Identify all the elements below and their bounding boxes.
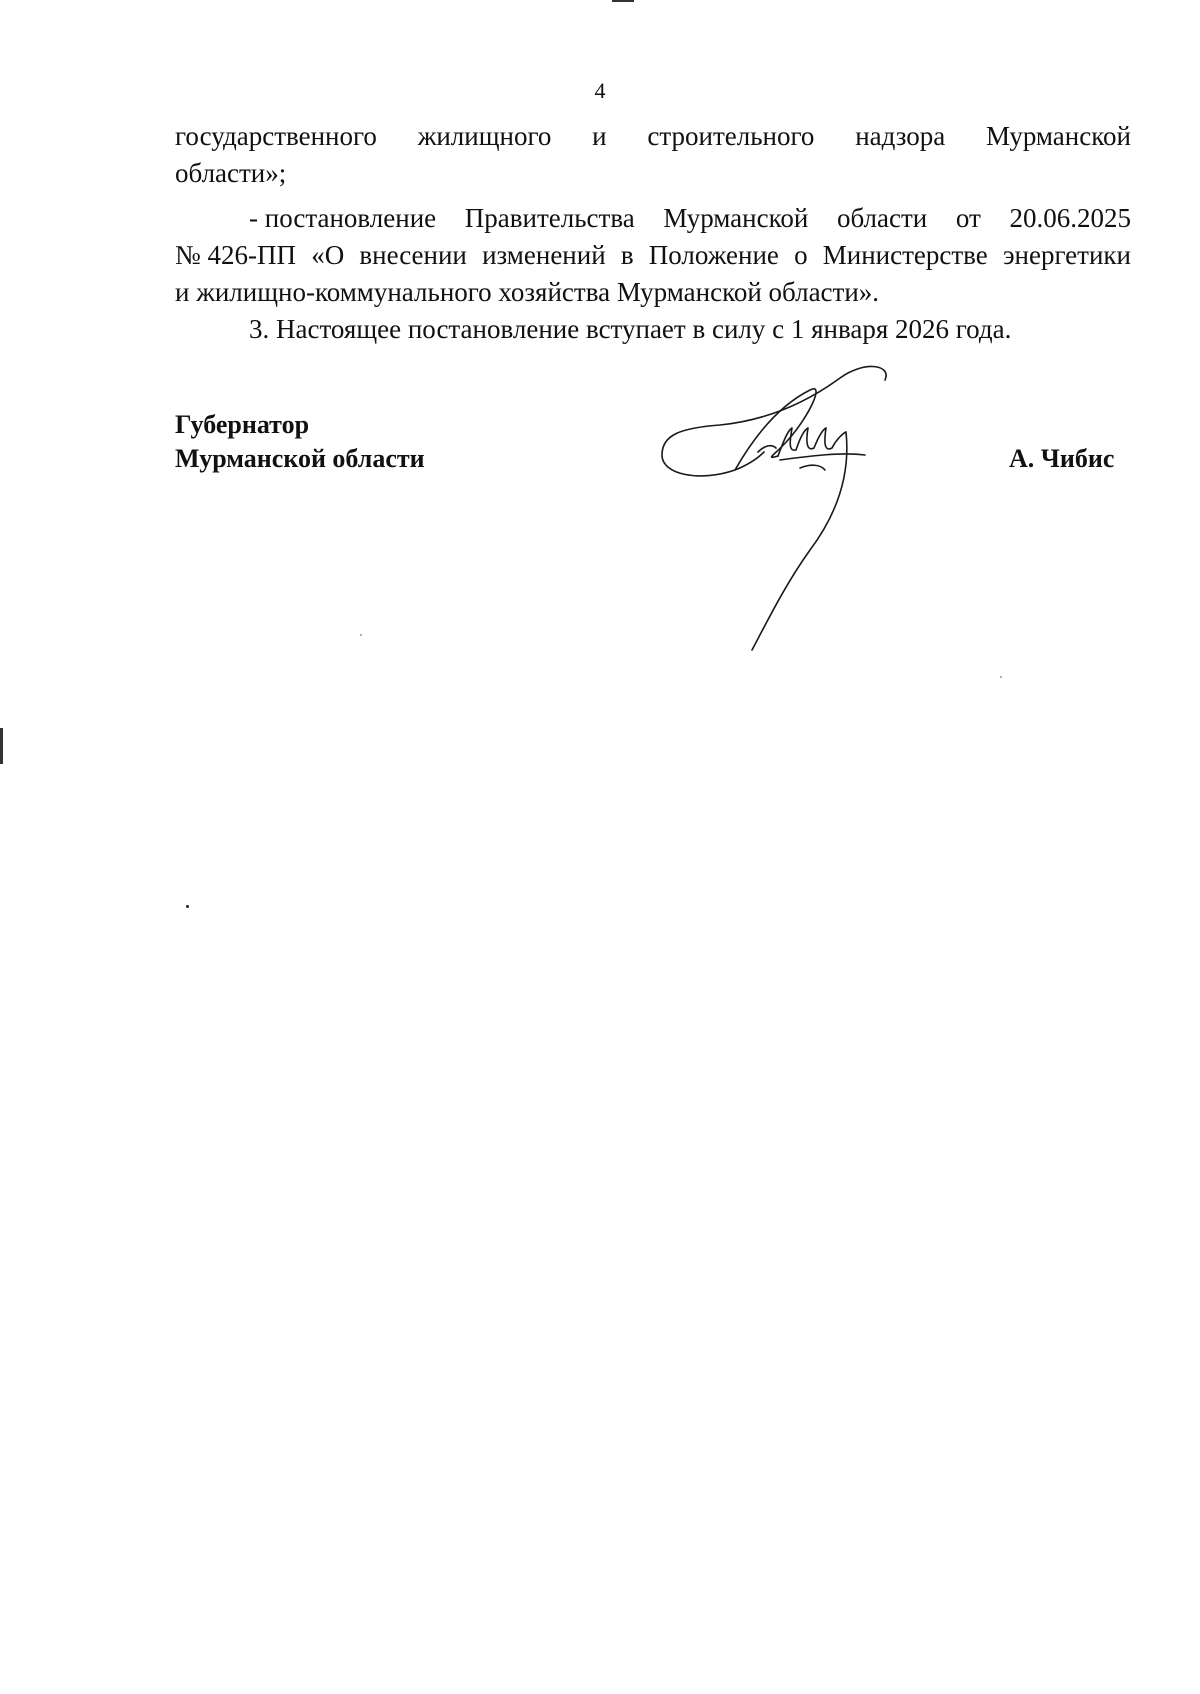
body-line-1 bbox=[175, 118, 1131, 155]
signature-title-line-1: Губернатор bbox=[175, 410, 310, 439]
body-text bbox=[175, 118, 1131, 348]
body-word: надзора bbox=[855, 121, 946, 151]
signature-title-line-2: Мурманской области bbox=[175, 444, 425, 473]
body-word: жилищного bbox=[417, 121, 552, 151]
body-word: строительного bbox=[647, 121, 815, 151]
body-line-6: 3. Настоящее постановление вступает в силу с 1 января 2026 года. bbox=[249, 314, 1012, 344]
body-word: изменений bbox=[482, 240, 606, 270]
scan-top-mark bbox=[612, 0, 634, 2]
body-word: государственного bbox=[175, 121, 377, 151]
body-line-2: области»; bbox=[175, 158, 287, 188]
scan-speck bbox=[360, 634, 362, 636]
scan-speck bbox=[186, 905, 189, 908]
signature-title bbox=[175, 408, 425, 476]
body-line-4 bbox=[175, 237, 1131, 274]
body-word: области bbox=[836, 203, 928, 233]
body-word: 20.06.2025 bbox=[1009, 203, 1131, 233]
signer-name: А. Чибис bbox=[1009, 444, 1115, 473]
body-word: внесении bbox=[359, 240, 467, 270]
body-word: в bbox=[620, 240, 634, 270]
body-line-5: и жилищно-коммунального хозяйства Мурманской области». bbox=[175, 277, 880, 307]
body-word: и bbox=[592, 121, 607, 151]
page-number: 4 bbox=[594, 78, 606, 103]
body-word: Правительства bbox=[464, 203, 635, 233]
body-word: Положение bbox=[648, 240, 779, 270]
scan-speck bbox=[1000, 676, 1002, 678]
scan-edge-mark bbox=[0, 728, 3, 764]
handwritten-signature bbox=[660, 360, 900, 660]
body-word: о bbox=[794, 240, 808, 270]
body-word: «О bbox=[311, 240, 345, 270]
body-word: - постановление bbox=[249, 203, 437, 233]
body-word: от bbox=[955, 203, 981, 233]
body-word: № 426-ПП bbox=[175, 240, 296, 270]
body-word: энергетики bbox=[1002, 240, 1131, 270]
body-word: Мурманской bbox=[663, 203, 809, 233]
body-word: Мурманской bbox=[985, 121, 1131, 151]
body-line-3 bbox=[175, 200, 1131, 237]
body-word: Министерстве bbox=[822, 240, 988, 270]
